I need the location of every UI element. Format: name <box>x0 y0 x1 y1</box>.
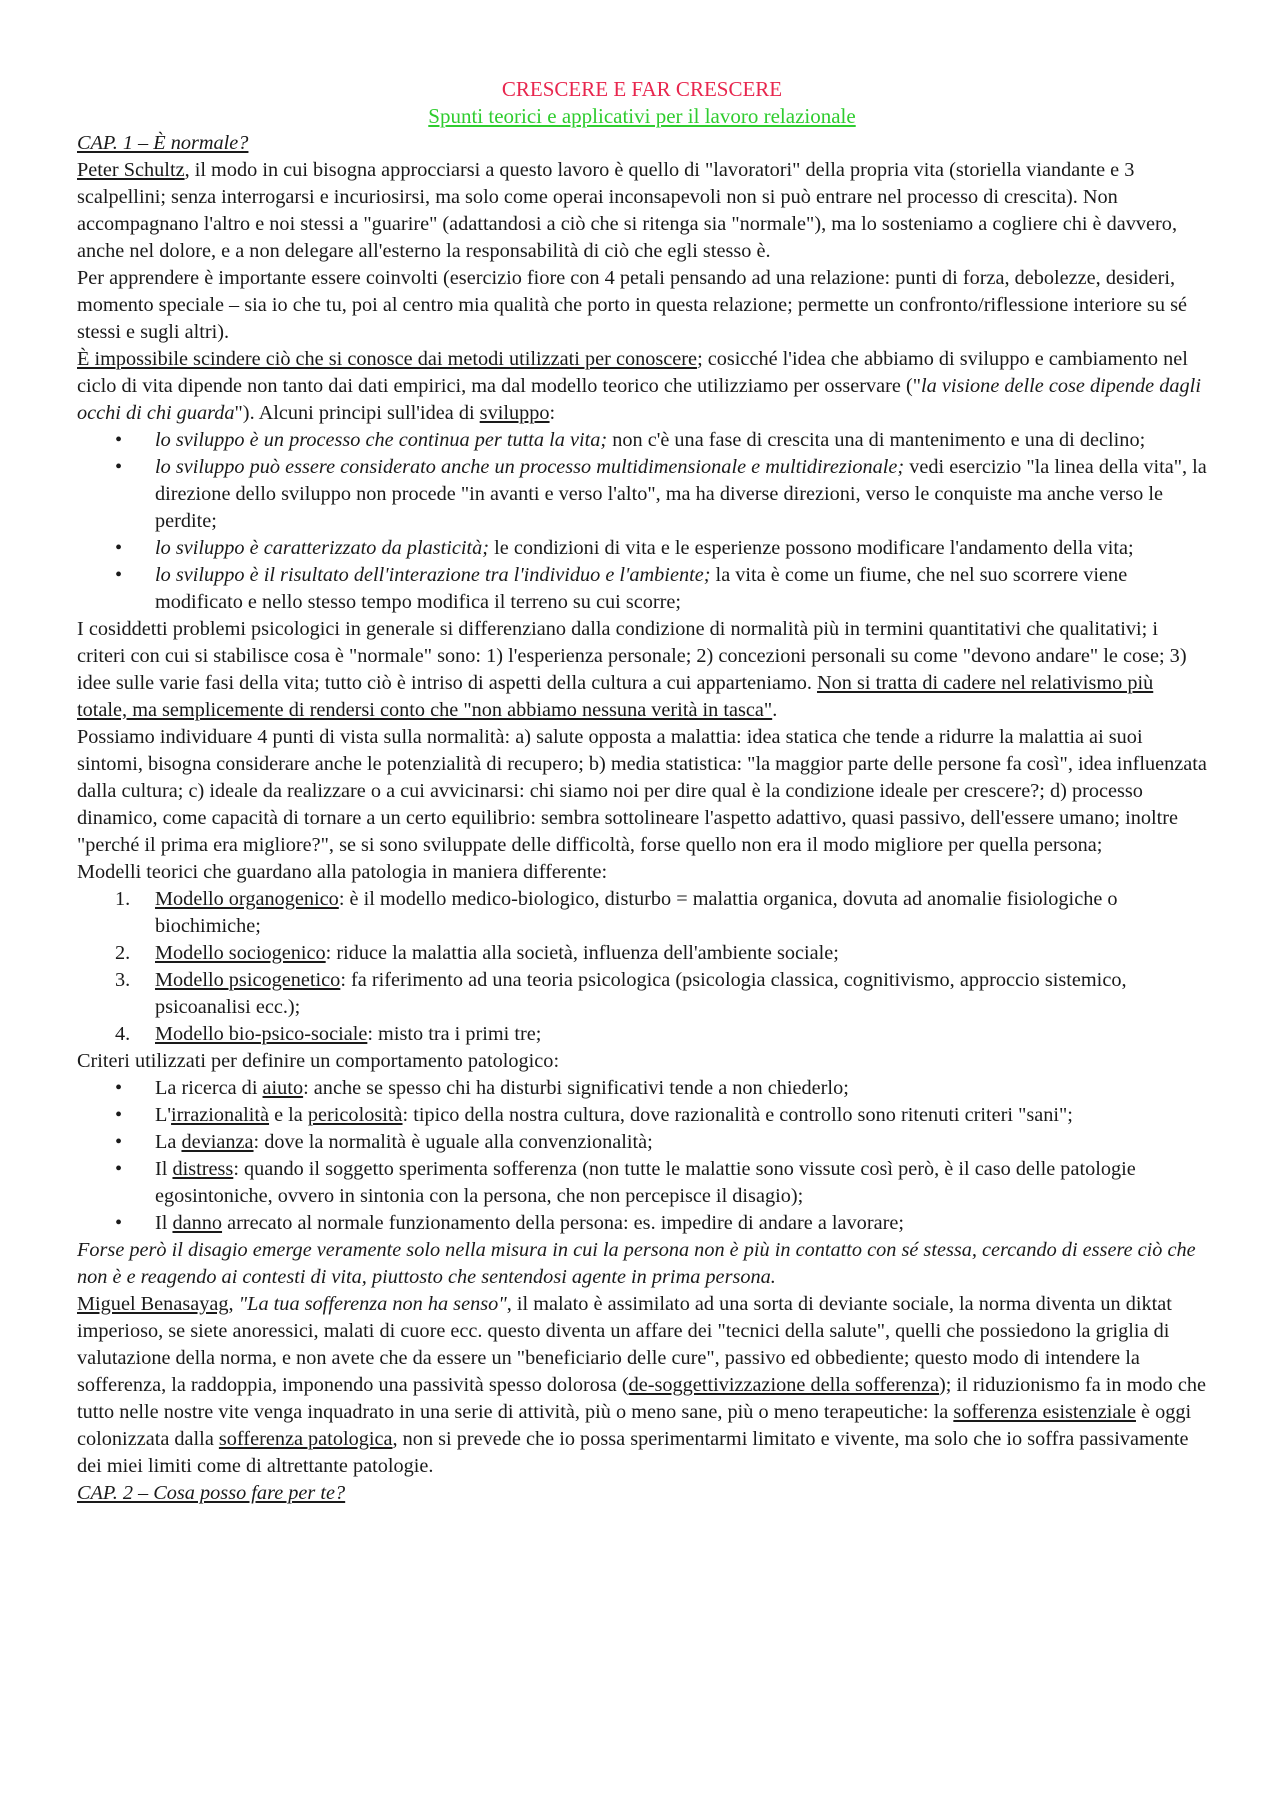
paragraph-text: è oggi colonizzata dalla <box>77 1401 1192 1450</box>
underlined-term: sofferenza patologica <box>218 1428 393 1450</box>
list-item <box>77 535 1207 562</box>
book-title: "La tua sofferenza non ha senso" <box>238 1293 507 1315</box>
criterion-text: Il <box>155 1212 173 1234</box>
criterion-text: e la <box>269 1104 308 1126</box>
principle-text: vedi esercizio "la linea della vita", la direzione dello sviluppo non procede "in avanti e verso l'alto", ma ha diverse direzioni, verso le conquiste ma anche verso le perdite; <box>155 456 1207 532</box>
chapter-2-heading: CAP. 2 – Cosa posso fare per te? <box>77 1482 346 1504</box>
criterion-term: danno <box>172 1212 223 1234</box>
criterion-term: irrazionalità <box>171 1104 270 1126</box>
criterion-term: pericolosità <box>307 1104 403 1126</box>
paragraph-text: , il malato è assimilato ad una sorta di deviante sociale, la norma diventa un diktat imperioso, se siete anoressici, malati di cuore ecc. questo diventa un affare dei "tecnici della salute", quelli che possiedono la griglia di valutazione della norma, e non avete che da essere un "beneficiario delle cure", passivo ed obbediente; questo modo di intendere la sofferenza, la raddoppia, imponendo una passività spesso dolorosa ( <box>77 1293 1172 1396</box>
paragraph-normality-criteria <box>77 616 1207 724</box>
list-item <box>77 967 1207 1021</box>
underlined-phrase: È impossibile scindere ciò che si conosce dai metodi utilizzati per conoscere <box>77 348 698 370</box>
list-item <box>77 1210 1207 1237</box>
list-number: 4. <box>115 1023 131 1045</box>
paragraph-learning: Per apprendere è importante essere coinvolti (esercizio fiore con 4 petali pensando ad una relazione: punti di forza, debolezze, desideri, momento speciale – sia io che tu, poi al centro mia qualità che porto in questa relazione; permette un confronto/riflessione interiore su sé stessi e sugli altri). <box>77 267 1188 343</box>
italic-quote: la visione delle cose dipende dagli occhi di chi guarda <box>77 375 1201 424</box>
paragraph-text: , non si prevede che io possa sperimentarmi limitato e vivente, ma solo che io soffra passivamente dei miei limiti come di altrettante patologie. <box>77 1428 1189 1477</box>
paragraph-text: , <box>228 1293 239 1315</box>
principle-italic: lo sviluppo può essere considerato anche un processo multidimensionale e multidirezionale; <box>155 456 905 478</box>
model-name: Modello bio-psico-sociale <box>155 1023 368 1045</box>
list-item <box>77 886 1207 940</box>
criterion-text: La <box>155 1131 182 1153</box>
chapter-1-heading: CAP. 1 – È normale? <box>77 132 249 154</box>
model-name: Modello psicogenetico <box>155 969 341 991</box>
paragraph-points-of-view: Possiamo individuare 4 punti di vista sulla normalità: a) salute opposta a malattia: idea statica che tende a ridurre la malattia ai suoi sintomi, bisogna considerare anche le potenzialità di recupero; b) media statistica: "la maggior parte delle persone fa così", idea influenzata dalla cultura; c) ideale da realizzare o a cui avvicinarsi: chi siamo noi per dire qual è la condizione ideale per crescere?; d) processo dinamico, come capacità di tornare a un certo equilibrio: sembra sottolineare l'aspetto adattivo, quasi passivo, dell'essere umano; inoltre "perché il prima era migliore?", se si sono sviluppate delle difficoltà, forse quello non era il modo migliore per quella persona; <box>77 726 1207 856</box>
paragraph-text: , il modo in cui bisogna approcciarsi a questo lavoro è quello di "lavoratori" della propria vita (storiella viandante e 3 scalpellini; senza interrogarsi e incuriosirsi, ma solo come operai inconsapevoli non si può entrare nel processo di crescita). Non accompagnano l'altro e noi stessi a "guarire" (adattandosi a ciò che si ritenga sia "normale"), ma lo sosteniamo a cogliere chi è davvero, anche nel dolore, e a non delegare all'esterno la responsabilità di ciò che egli stesso è. <box>77 159 1178 262</box>
model-text: : misto tra i primi tre; <box>367 1023 542 1045</box>
paragraph-text: I cosiddetti problemi psicologici in generale si differenziano dalla condizione di normalità più in termini quantitativi che qualitativi; i criteri con cui si stabilisce cosa è "normale" sono: 1) l'esperienza personale; 2) concezioni personali su come "devono andare" le cose; 3) idee sulle varie fasi della vita; tutto ciò è intriso di aspetti della cultura a cui apparteniamo. <box>77 618 1187 694</box>
model-name: Modello organogenico <box>155 888 339 910</box>
underlined-phrase: Non si tratta di cadere nel relativismo più totale, ma semplicemente di rendersi conto che "non abbiamo nessuna verità in tasca" <box>77 672 1154 721</box>
underlined-term: sviluppo <box>479 402 550 424</box>
criterion-text: Il <box>155 1158 173 1180</box>
principles-list <box>77 427 1207 616</box>
paragraph-benasayag <box>77 1291 1207 1480</box>
principle-text: le condizioni di vita e le esperienze possono modificare l'andamento della vita; <box>489 537 1134 559</box>
paragraph-text: ; cosicché l'idea che abbiamo di sviluppo e cambiamento nel ciclo di vita dipende non tanto dai dati empirici, ma dal modello teorico che utilizziamo per osservare (" <box>77 348 1188 397</box>
criterion-text: : quando il soggetto sperimenta sofferenza (non tutte le malattie sono vissute così però, è il caso delle patologie egosintoniche, ovvero in sintonia con la persona, che non percepisce il disagio); <box>155 1158 1136 1207</box>
principle-italic: lo sviluppo è il risultato dell'interazione tra l'individuo e l'ambiente; <box>155 564 711 586</box>
criterion-term: aiuto <box>262 1077 304 1099</box>
author-name: Miguel Benasayag <box>77 1293 229 1315</box>
criterion-text: : tipico della nostra cultura, dove razionalità e controllo sono ritenuti criteri "sani"; <box>402 1104 1073 1126</box>
list-number: 2. <box>115 942 131 964</box>
document-title: CRESCERE E FAR CRESCERE <box>501 77 783 101</box>
principle-italic: lo sviluppo è caratterizzato da plasticità; <box>155 537 490 559</box>
list-item <box>77 562 1207 616</box>
paragraph-text: : <box>549 402 556 424</box>
author-name: Peter Schultz <box>77 159 185 181</box>
list-item <box>77 454 1207 535</box>
criterion-text: L' <box>155 1104 172 1126</box>
list-item <box>77 1075 1207 1102</box>
list-item <box>77 1156 1207 1210</box>
principle-text: la vita è come un fiume, che nel suo scorrere viene modificato e nello stesso tempo modifica il terreno su cui scorre; <box>155 564 1128 613</box>
principle-text: non c'è una fase di crescita una di mantenimento e una di declino; <box>607 429 1146 451</box>
paragraph-criteria-intro: Criteri utilizzati per definire un comportamento patologico: <box>77 1050 560 1072</box>
list-number: 3. <box>115 969 131 991</box>
document-page <box>77 70 1207 1507</box>
criterion-text: : anche se spesso chi ha disturbi significativi tende a non chiederlo; <box>303 1077 849 1099</box>
model-text: : è il modello medico-biologico, disturbo = malattia organica, dovuta ad anomalie fisiologiche o biochimiche; <box>155 888 1118 937</box>
paragraph-text: "). Alcuni principi sull'idea di <box>234 402 480 424</box>
criterion-term: devianza <box>181 1131 254 1153</box>
paragraph-text: . <box>772 699 778 721</box>
criteria-list <box>77 1075 1207 1237</box>
list-item <box>77 427 1207 454</box>
list-number: 1. <box>115 888 131 910</box>
criterion-text: La ricerca di <box>155 1077 263 1099</box>
model-text: : fa riferimento ad una teoria psicologica (psicologia classica, cognitivismo, approccio sistemico, psicoanalisi ecc.); <box>155 969 1127 1018</box>
criterion-text: : dove la normalità è uguale alla convenzionalità; <box>253 1131 653 1153</box>
document-subtitle: Spunti teorici e applicativi per il lavoro relazionale <box>428 104 856 128</box>
models-list <box>77 886 1207 1048</box>
paragraph-models-intro: Modelli teorici che guardano alla patologia in maniera differente: <box>77 861 608 883</box>
list-item <box>77 940 1207 967</box>
criterion-term: distress <box>172 1158 234 1180</box>
paragraph-italic-reflection: Forse però il disagio emerge veramente solo nella misura in cui la persona non è più in contatto con sé stessa, cercando di essere ciò che non è e reagendo ai contesti di vita, piuttosto che sentendosi agente in prima persona. <box>77 1239 1196 1288</box>
paragraph-text: ); il riduzionismo fa in modo che tutto nelle nostre vite venga inquadrato in una serie di attività, più o meno sane, più o meno terapeutiche: la <box>77 1374 1207 1423</box>
list-item <box>77 1102 1207 1129</box>
paragraph-development <box>77 346 1207 427</box>
model-name: Modello sociogenico <box>155 942 326 964</box>
list-item <box>77 1129 1207 1156</box>
underlined-term: sofferenza esistenziale <box>953 1401 1136 1423</box>
list-item <box>77 1021 1207 1048</box>
criterion-text: arrecato al normale funzionamento della persona: es. impedire di andare a lavorare; <box>222 1212 904 1234</box>
underlined-term: de-soggettivizzazione della sofferenza <box>628 1374 940 1396</box>
principle-italic: lo sviluppo è un processo che continua per tutta la vita; <box>155 429 608 451</box>
model-text: : riduce la malattia alla società, influenza dell'ambiente sociale; <box>325 942 839 964</box>
paragraph-schultz <box>77 157 1207 265</box>
